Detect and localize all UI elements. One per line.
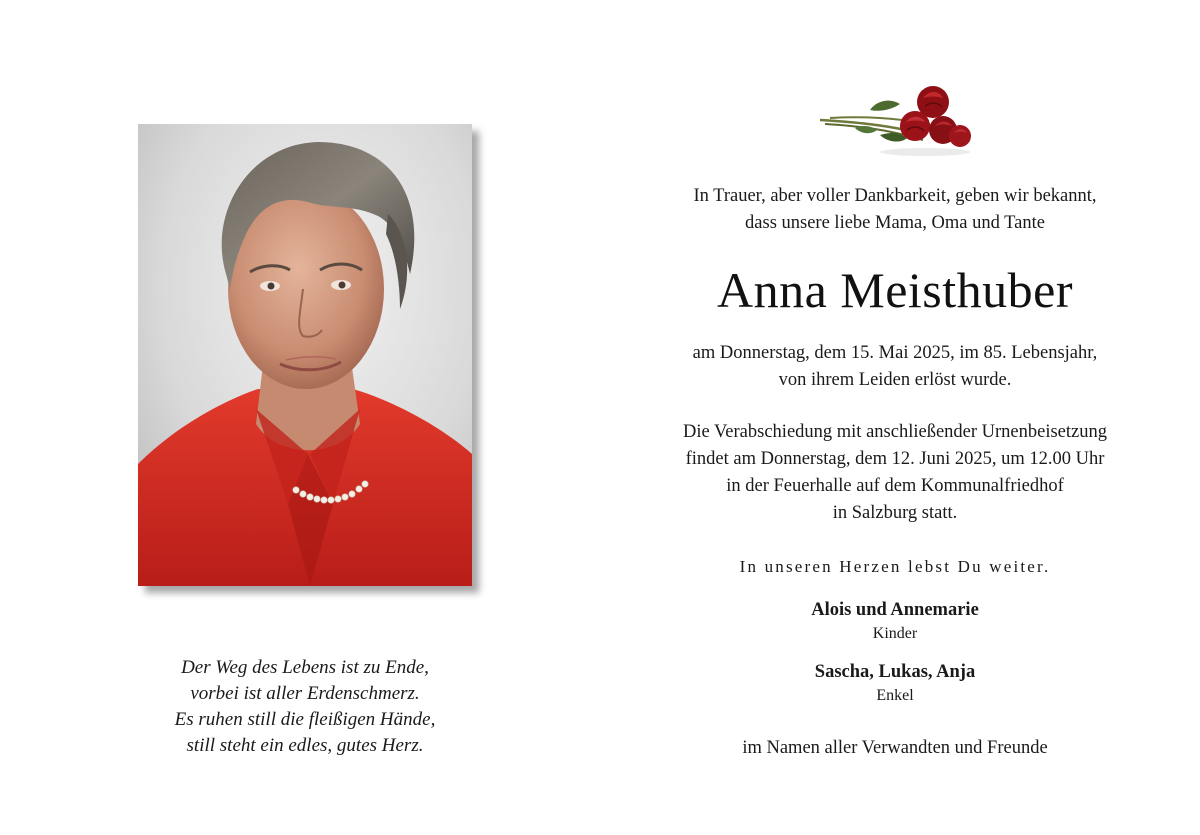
mourner-role: Kinder (872, 625, 918, 642)
intro-line: In Trauer, aber voller Dankbarkeit, geben wir bekannt, (693, 186, 1097, 206)
death-line: am Donnerstag, dem 15. Mai 2025, im 85. Lebensjahr, (692, 343, 1098, 363)
intro-text (600, 183, 1190, 237)
portrait-photo (138, 124, 472, 586)
death-line: von ihrem Leiden erlöst wurde. (778, 370, 1012, 390)
red-roses-icon (815, 80, 975, 158)
mourner-role: Enkel (876, 687, 914, 704)
poem-line: vorbei ist aller Erdenschmerz. (190, 683, 420, 704)
mourner-names: Alois und Annemarie (811, 600, 979, 620)
motto: In unseren Herzen lebst Du weiter. (739, 557, 1051, 576)
farewell-line: Die Verabschiedung mit anschließender Urnenbeisetzung (683, 422, 1107, 442)
mourner-group (600, 598, 1190, 645)
deceased-name: Anna Meisthuber (716, 262, 1074, 318)
mourner-group (600, 660, 1190, 707)
death-info (600, 340, 1190, 394)
closing-line: im Namen aller Verwandten und Freunde (742, 738, 1048, 758)
farewell-line: in der Feuerhalle auf dem Kommunalfriedhof (726, 476, 1064, 496)
poem-line: Es ruhen still die fleißigen Hände, (174, 709, 436, 730)
poem-line: Der Weg des Lebens ist zu Ende, (181, 657, 429, 678)
poem-line: still steht ein edles, gutes Herz. (186, 735, 424, 756)
farewell-info (600, 419, 1190, 527)
farewell-line: in Salzburg statt. (832, 503, 958, 523)
mourner-names: Sascha, Lukas, Anja (814, 662, 976, 682)
farewell-line: findet am Donnerstag, dem 12. Juni 2025, um 12.00 Uhr (685, 449, 1105, 469)
intro-line: dass unsere liebe Mama, Oma und Tante (745, 213, 1045, 233)
memorial-poem (100, 655, 510, 759)
